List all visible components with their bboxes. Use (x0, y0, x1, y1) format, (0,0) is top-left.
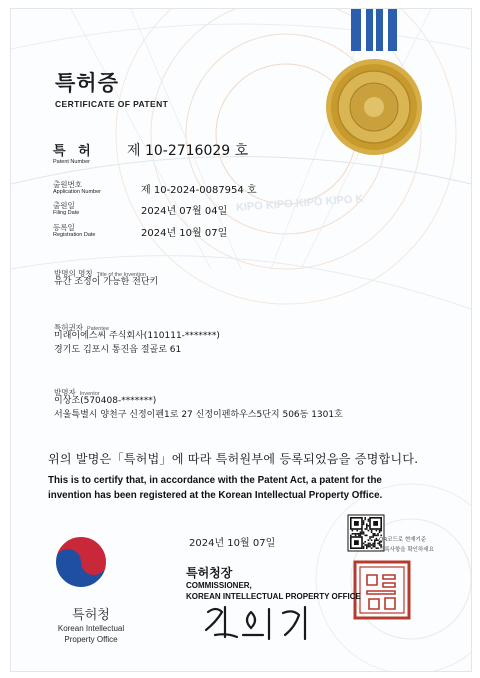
registration-date-label-english: Registration Date (53, 232, 96, 238)
seal-ribbon (351, 9, 397, 51)
kipo-logo-english-line2: Property Office (64, 635, 118, 644)
registration-date-label: 등록일 (53, 223, 75, 232)
patentee-label-english: Patentee (86, 326, 110, 332)
patent-certificate (10, 8, 472, 672)
certification-statement-korean: 위의 발명은「특허법」에 따라 특허원부에 등록되었음을 증명합니다. (48, 452, 419, 466)
patent-label-english: Patent Number (53, 159, 90, 165)
issue-date: 2024년 10월 07일 (189, 538, 276, 549)
qr-note-line1: QR코드로 현재기준 (379, 537, 427, 543)
kipo-logo-name: 특허청 (72, 608, 110, 623)
certification-statement-english-line1: This is to certify that, in accordance with the Patent Act, a patent for the (48, 475, 382, 486)
application-label-english: Application Number (53, 189, 101, 195)
registration-date: 2024년 10월 07일 (141, 228, 228, 239)
certificate-title-english: CERTIFICATE OF PATENT (55, 99, 169, 109)
invention-label: 발명의 명칭 (54, 269, 93, 278)
inventor-label-english: Inventor (79, 391, 100, 397)
patent-label: 특 허 (53, 144, 95, 159)
patentee-address: 경기도 김포시 통진읍 절골로 61 (54, 345, 182, 355)
filing-date-label: 출원일 (53, 201, 75, 210)
certification-statement-english-line2: invention has been registered at the Korean Intellectual Property Office. (48, 490, 383, 501)
filing-date: 2024년 07월 04일 (141, 206, 228, 217)
patentee-name: 미래이에스씨 주식회사(110111-*******) (54, 331, 220, 341)
invention-label-english: Title of the Invention (96, 272, 146, 278)
kipo-logo-english-line1: Korean Intellectual (57, 624, 125, 633)
issuer-title: 특허청장 (186, 566, 233, 580)
application-label: 출원번호 (53, 180, 82, 189)
issuer-title-english-line1: COMMISSIONER, (186, 581, 252, 590)
kipo-logo-mark (55, 536, 107, 588)
invention-title: 유간 조정이 가능한 전단키 (54, 277, 159, 287)
signature-strokes (206, 607, 305, 639)
patentee-label: 특허권자 (54, 323, 83, 332)
inventor-label: 발명자 (54, 388, 76, 397)
qr-note-line2: 등록사항을 확인하세요 (379, 547, 434, 553)
filing-date-label-english: Filing Date (53, 210, 80, 216)
issuer-title-english-line2: KOREAN INTELLECTUAL PROPERTY OFFICE (186, 592, 361, 601)
application-number: 제 10-2024-0087954 호 (141, 185, 257, 196)
patent-number: 제 10-2716029 호 (127, 143, 249, 159)
inventor-address: 서울특별시 양천구 신정이펜1로 27 신정이펜하우스5단지 506동 1301호 (54, 410, 343, 420)
kipo-watermark: KIPO KIPO KIPO KIPO K (235, 193, 364, 214)
certificate-title: 특허증 (55, 71, 119, 95)
official-red-stamp (355, 562, 409, 618)
inventor-name: 이상조(570408-*******) (54, 396, 157, 406)
gold-seal (326, 59, 422, 155)
